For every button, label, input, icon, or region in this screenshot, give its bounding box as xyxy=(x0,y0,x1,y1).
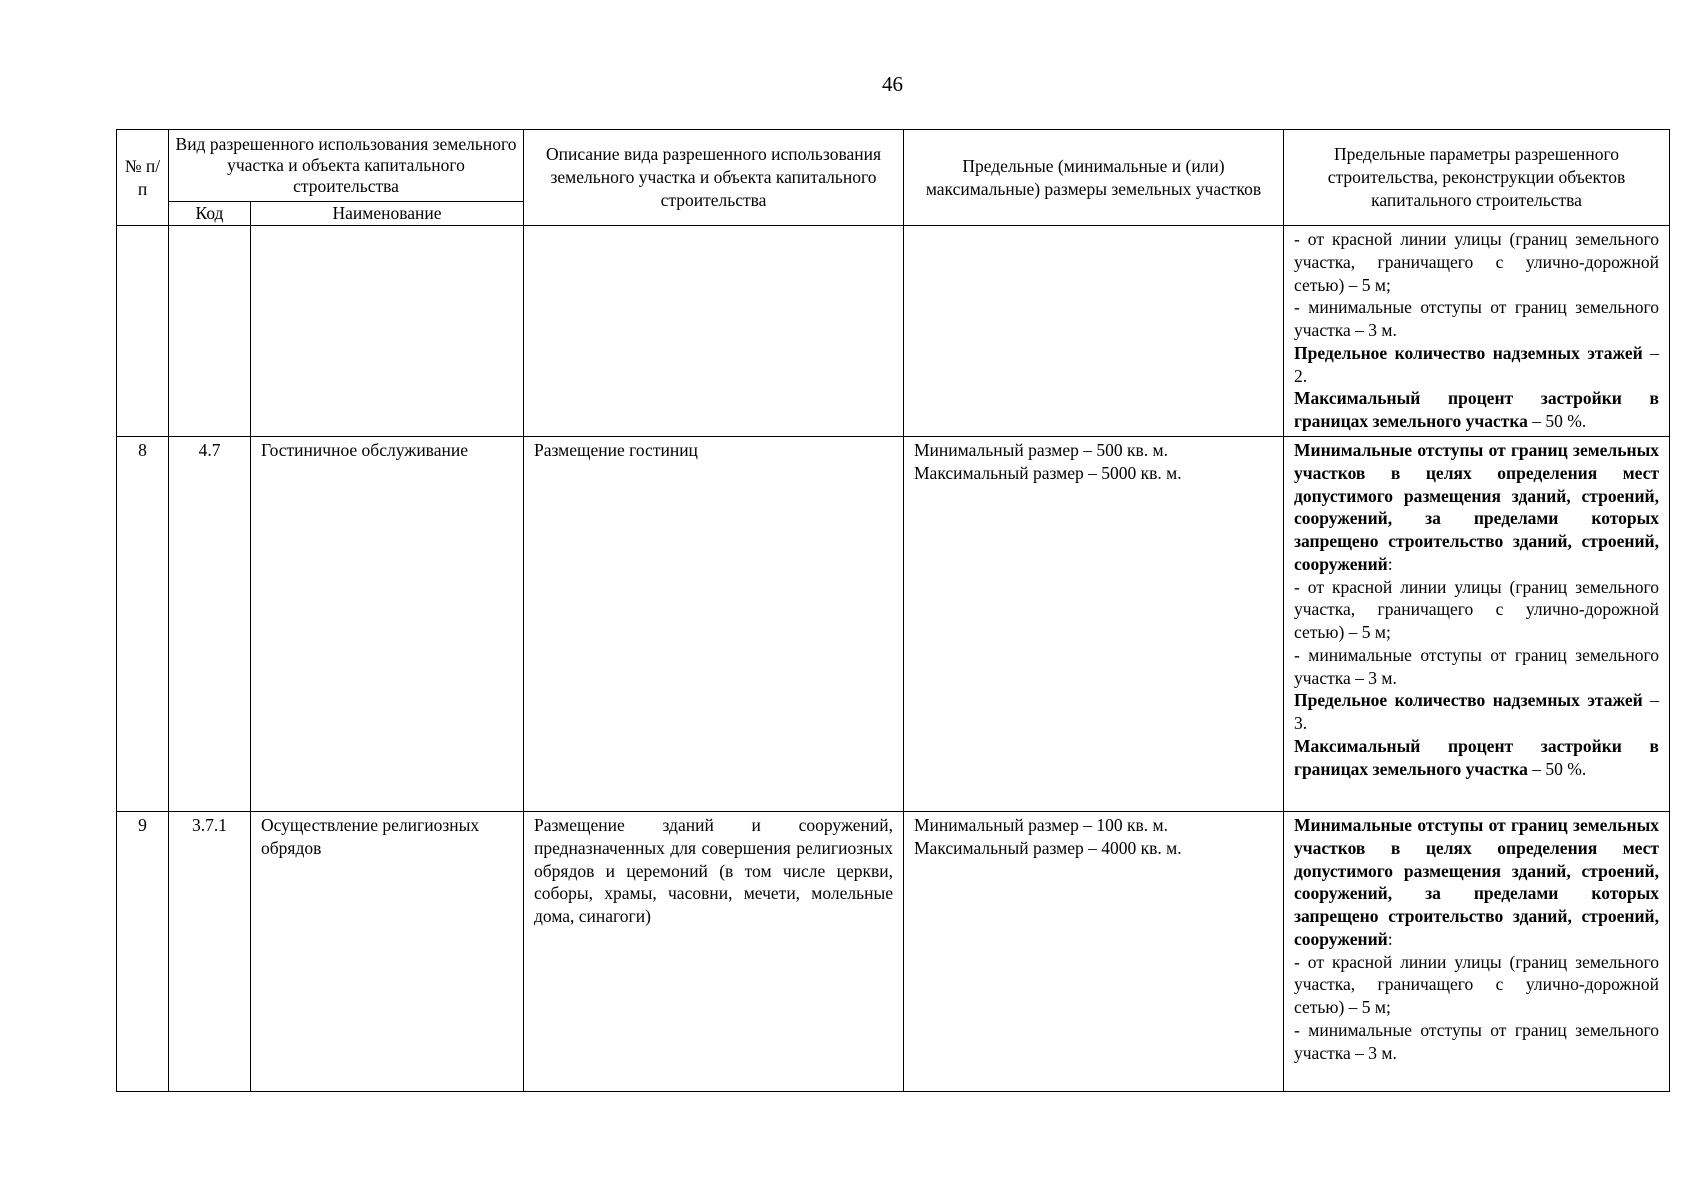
param-line: - от красной линии улицы (границ земельного участка, граничащего с улично-дорожной сетью) – 5 м; xyxy=(1294,229,1659,295)
header-num: № п/п xyxy=(117,130,169,226)
row-description xyxy=(524,226,904,437)
row-code: 3.7.1 xyxy=(169,812,251,1092)
param-line: - от красной линии улицы (границ земельного участка, граничащего с улично-дорожной сетью) – 5 м; xyxy=(1294,576,1659,642)
row-sizes xyxy=(904,812,1284,1092)
param-line: Предельное количество надземных этажей – 3. xyxy=(1294,690,1660,733)
header-code: Код xyxy=(169,202,251,226)
row-code xyxy=(169,226,251,437)
row-description: Размещение зданий и сооружений, предназначенных для совершения религиозных обрядов и церемоний (в том числе церкви, соборы, храмы, часовни, мечети, молельные дома, синагоги) xyxy=(524,812,904,1092)
row-code: 4.7 xyxy=(169,437,251,812)
row-name: Гостиничное обслуживание xyxy=(251,437,524,812)
min-size: Минимальный размер – 100 кв. м. xyxy=(914,815,1168,835)
land-use-table xyxy=(116,129,1670,1092)
row-sizes xyxy=(904,437,1284,812)
table-row xyxy=(117,226,1670,437)
row-sizes xyxy=(904,226,1284,437)
table-row xyxy=(117,437,1670,812)
param-line: Максимальный процент застройки в границах земельного участка – 50 %. xyxy=(1294,388,1659,431)
param-line: Максимальный процент застройки в границах земельного участка – 50 %. xyxy=(1294,735,1659,779)
table-row xyxy=(117,812,1670,1092)
param-line: - от красной линии улицы (границ земельного участка, граничащего с улично-дорожной сетью) – 5 м; xyxy=(1294,951,1659,1017)
min-size: Минимальный размер – 500 кв. м. xyxy=(914,440,1168,460)
param-line: Минимальные отступы от границ земельных участков в целях определения мест допустимого размещения зданий, строений, сооружений, за пределами которых запрещено строительство зданий, строений, сооружений: xyxy=(1294,440,1659,574)
header-name: Наименование xyxy=(251,202,524,226)
header-sizes: Предельные (минимальные и (или) максимальные) размеры земельных участков xyxy=(904,130,1284,226)
param-line: - минимальные отступы от границ земельного участка – 3 м. xyxy=(1294,644,1659,688)
row-num xyxy=(117,226,169,437)
row-params xyxy=(1284,812,1670,1092)
header-description: Описание вида разрешенного использования земельного участка и объекта капитального строительства xyxy=(524,130,904,226)
row-num: 8 xyxy=(117,437,169,812)
row-params xyxy=(1284,226,1670,437)
header-params: Предельные параметры разрешенного строительства, реконструкции объектов капитального строительства xyxy=(1284,130,1670,226)
param-line: Минимальные отступы от границ земельных участков в целях определения мест допустимого размещения зданий, строений, сооружений, за пределами которых запрещено строительство зданий, строений, сооружений: xyxy=(1294,815,1659,949)
row-name xyxy=(251,226,524,437)
param-line: - минимальные отступы от границ земельного участка – 3 м. xyxy=(1294,297,1659,340)
param-line: - минимальные отступы от границ земельного участка – 3 м. xyxy=(1294,1019,1659,1063)
max-size: Максимальный размер – 5000 кв. м. xyxy=(914,462,1182,483)
param-line: Предельное количество надземных этажей – 2. xyxy=(1294,342,1660,386)
max-size: Максимальный размер – 4000 кв. м. xyxy=(914,837,1182,858)
row-description: Размещение гостиниц xyxy=(524,437,904,812)
row-num: 9 xyxy=(117,812,169,1092)
page-number: 46 xyxy=(882,72,903,96)
row-params xyxy=(1284,437,1670,812)
row-name: Осуществление религиозных обрядов xyxy=(251,812,524,1092)
header-use-type: Вид разрешенного использования земельного участка и объекта капитального строительства xyxy=(169,130,524,202)
